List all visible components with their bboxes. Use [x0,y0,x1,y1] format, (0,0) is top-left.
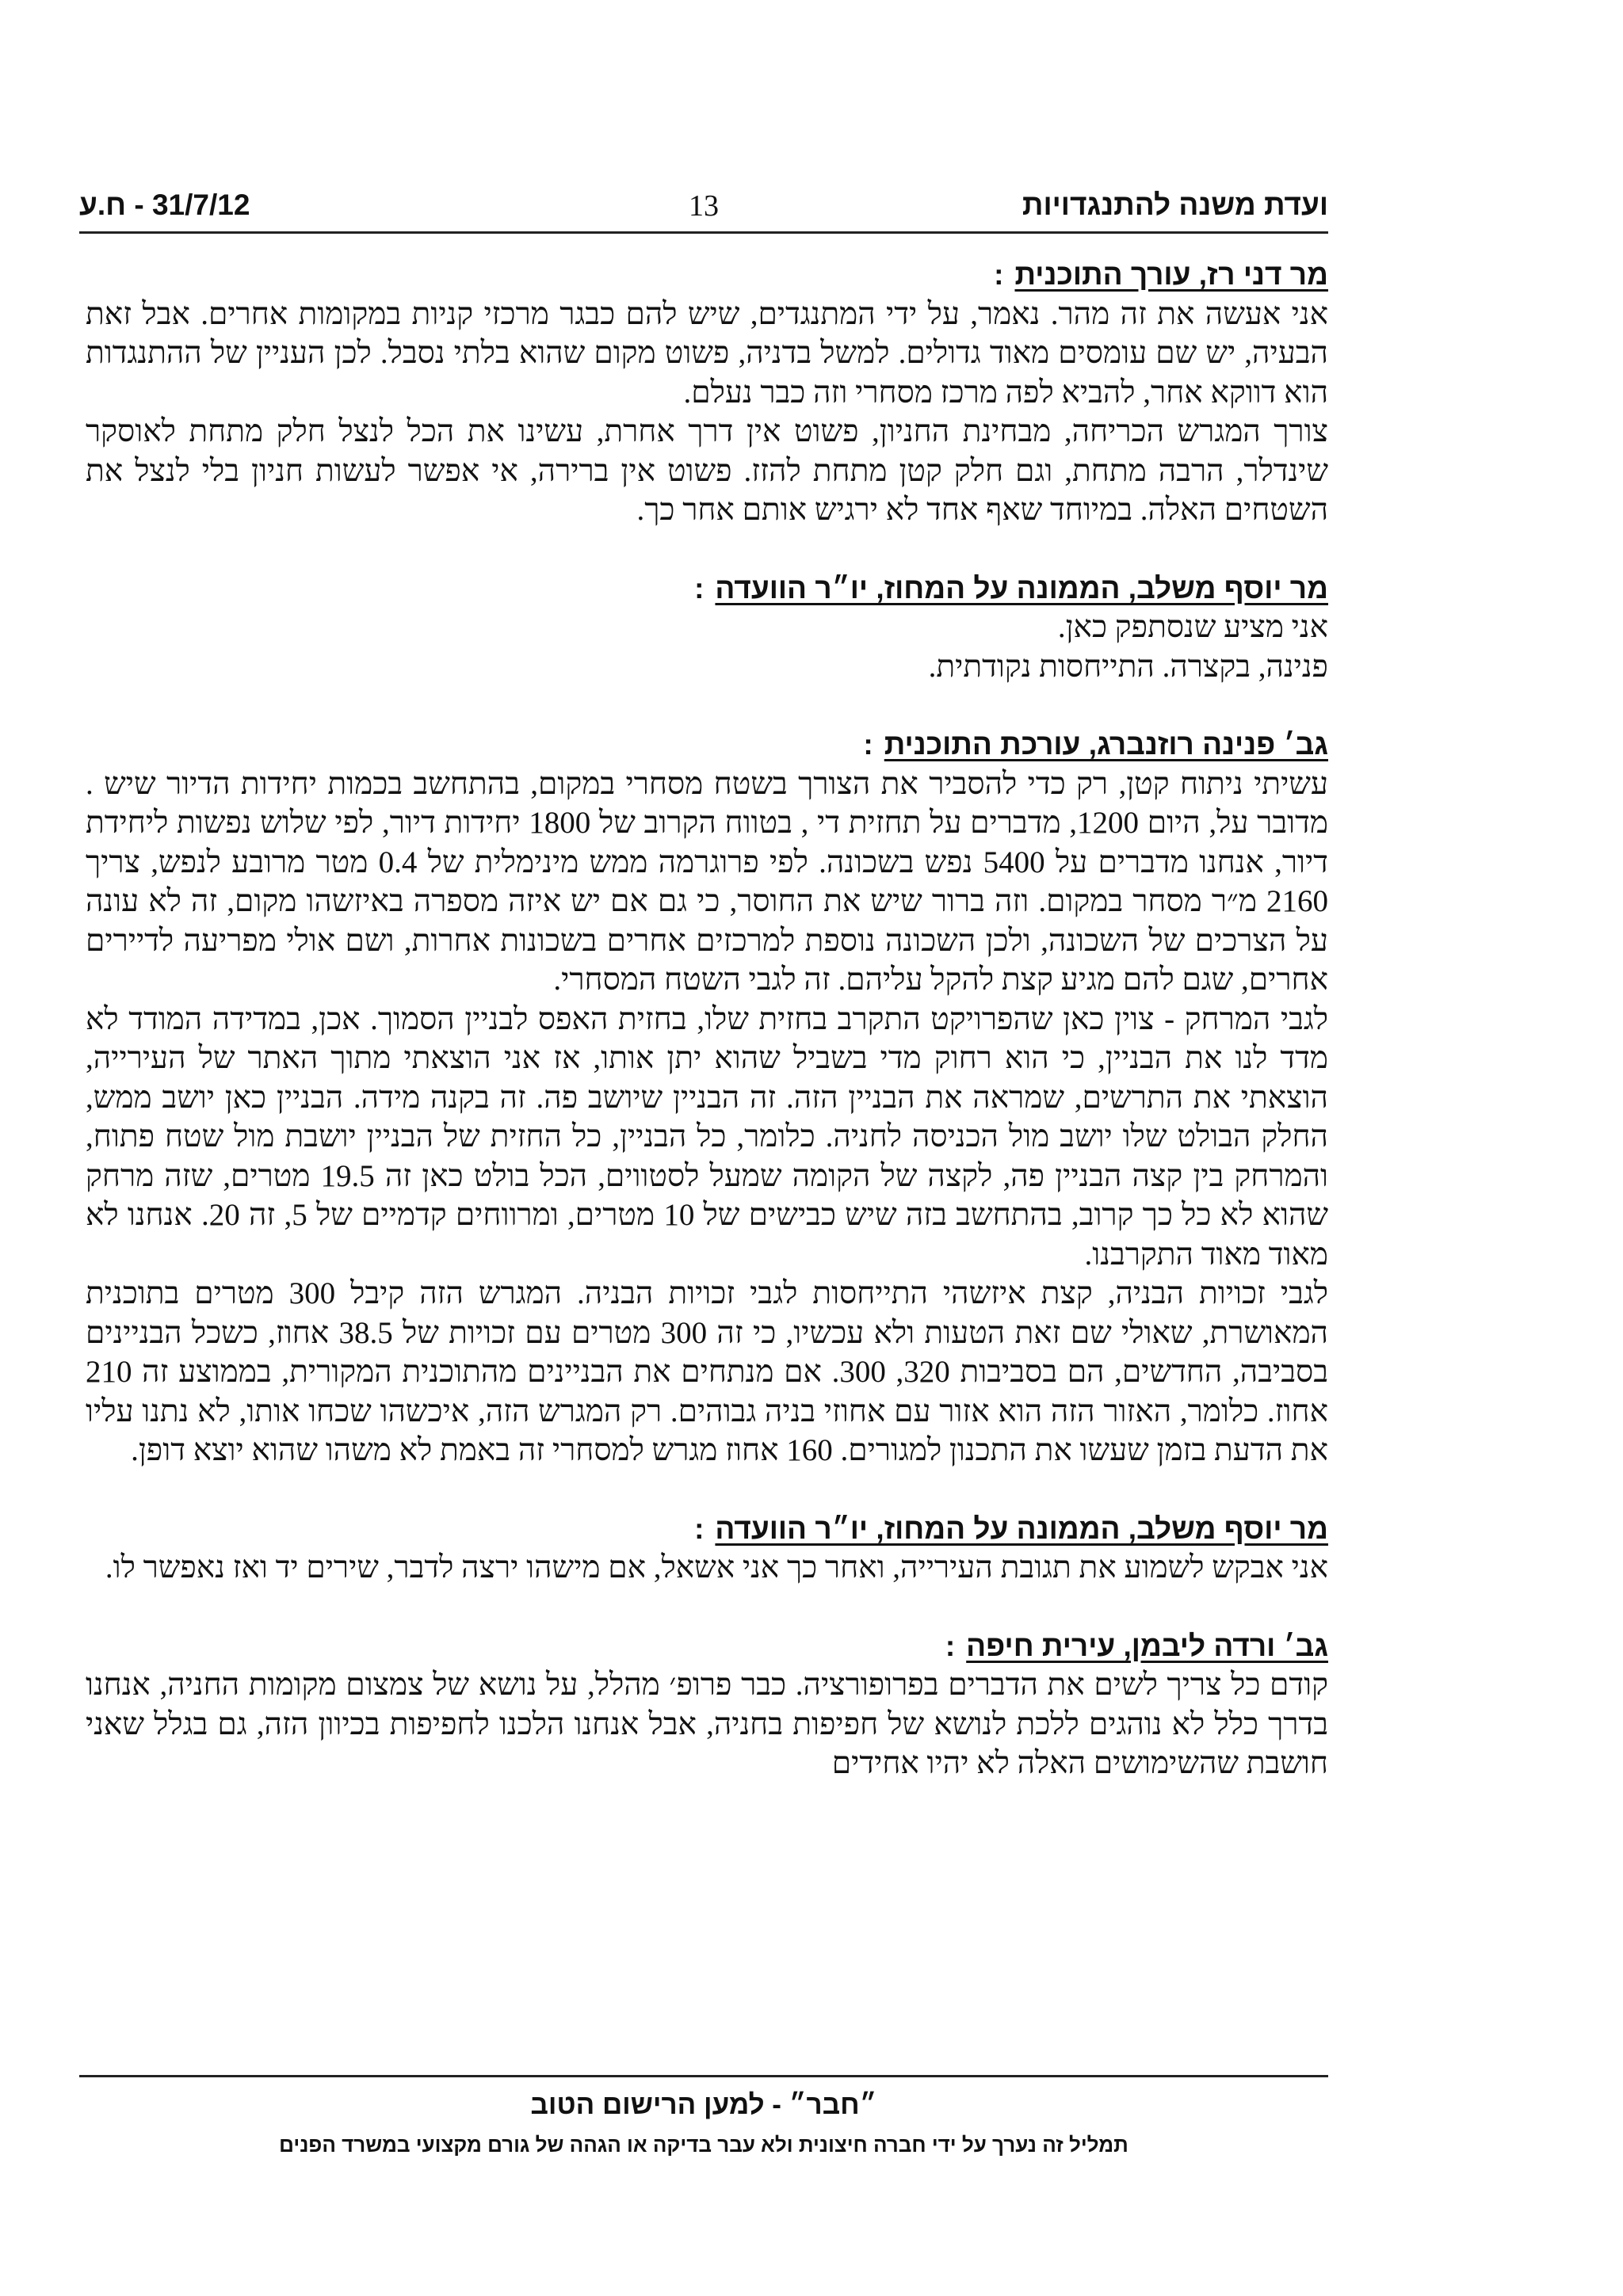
speech-paragraph: אני מציע שנסתפק כאן. [1057,610,1328,644]
speaker-name: מר דני רז, עורך התוכנית [1014,258,1328,291]
speaker-name: מר יוסף משלב, הממונה על המחוז, יו״ר הוועדה [715,1512,1328,1545]
committee-title: ועדת משנה להתנגדויות [1022,189,1328,221]
speech-paragraph: עשיתי ניתוח קטן, רק כדי להסביר את הצורך בשטח מסחרי במקום, בהתחשב בכמות יחידות הדיור שיש . מדובר על, היום 1200, מדברים על תחזית די , בטווח הקרוב של 1800 יחידות דיור, לפי שלוש נפשות ליחידת דיור, אנחנו מדברים על 5400 נפש בשכונה. לפי פרוגרמה ממש מינימלית של 0.4 מטר מרובע לנפש, צריך 2160 מ״ר מסחר במקום. וזה ברור שיש את החוסר, כי גם אם יש איזה מספרה באיזשהו מקום, זה לא עונה על הצרכים של השכונה, ולכן השכונה נוספת למרכזים אחרים בשכונות אחרות, ושם אולי מפריעה לדיירים אחרים, שגם להם מגיע קצת להקל עליהם. זה לגבי השטח המסחרי. [86,766,1328,997]
speech-paragraph: לגבי זכויות הבניה, קצת איזשהי התייחסות לגבי זכויות הבניה. המגרש הזה קיבל 300 מטרים בתוכנית המאושרת, שאולי שם זאת הטעות ולא עכשיו, כי זה 300 מטרים עם זכויות של 38.5 אחוז, כשכל הבניינים בסביבה, החדשים, הם בסביבות 320, 300. אם מנתחים את הבניינים מהתוכנית המקורית, בממוצע זה 210 אחוז. כלומר, האזור הזה הוא אזור עם אחוזי בניה גבוהים. רק המגרש הזה, איכשהו שכחו אותו, לא נתנו עליו את הדעת בזמן שעשו את התכנון למגורים. 160 אחוז מגרש למסחרי זה באמת לא משהו שהוא יוצא דופן. [86,1276,1329,1467]
speech-paragraph: צורך המגרש הכריחה, מבחינת החניון, פשוט אין דרך אחרת, עשינו את הכל לנצל חלק מתחת לאוסקר שינדלר, הרבה מתחת, וגם חלק קטן מתחת להזז. פשוט אין ברירה, אי אפשר לעשות חניון בלי לנצל את השטחים האלה. במיוחד שאף אחד לא ירגיש אותם אחר כך. [86,414,1328,527]
speaker-heading: מר יוסף משלב, הממונה על המחוז, יו״ר הוועדה: [694,1512,1328,1545]
speech-paragraph: אני אבקש לשמוע את תגובת העירייה, ואחר כך אני אשאל, אם מישהו ירצה לדבר, שירים יד ואז נאפשר לו. [105,1550,1328,1585]
speech-paragraph: קודם כל צריך לשים את הדברים בפרופורציה. כבר פרופ׳ מהלל, על נושא של צמצום מקומות החניה, אנחנו בדרך כלל לא נוהגים ללכת לנושא של חפיפות בחניה, אבל אנחנו הלכנו לחפיפות בכיוון הזה, גם בגלל שאני חושבת שהשימושים האלה לא יהיו אחידים [86,1668,1328,1780]
footer-disclaimer: תמליל זה נערך על ידי חברה חיצונית ולא עבר בדיקה או הגהה של גורם מקצועי במשרד הפנים [279,2133,1128,2157]
speaker-heading: מר דני רז, עורך התוכנית: [994,258,1328,291]
speaker-name: גב׳ ורדה ליבמן, עירית חיפה [966,1629,1328,1662]
speech-block [86,569,1328,687]
page-header [79,189,1328,234]
speech-block [86,1509,1328,1588]
speech-paragraph: אני אעשה את זה מהר. נאמר, על ידי המתנגדים, שיש להם כבגר מרכזי קניות במקומות אחרים. אבל זאת הבעיה, יש שם עומסים מאוד גדולים. למשל בדניה, פשוט מקום שהוא בלתי נסבל. לכן העניין של ההתנגדות הוא דווקא אחר, להביא לפה מרכז מסחרי וזה כבר נעלם. [86,296,1328,410]
speaker-heading: גב׳ ורדה ליבמן, עירית חיפה: [945,1629,1328,1662]
speaker-name: גב׳ פנינה רוזנברג, עורכת התוכנית [884,728,1328,761]
speaker-heading: גב׳ פנינה רוזנברג, עורכת התוכנית: [863,728,1328,761]
speaker-name: מר יוסף משלב, הממונה על המחוז, יו״ר הוועדה [715,571,1328,605]
date-reference: 31/7/12 - ח.ע [79,189,250,221]
footer-slogan: ״חבר״ - למען הרישום הטוב [530,2089,877,2120]
speech-block [86,255,1328,530]
speech-paragraph: פנינה, בקצרה. התייחסות נקודתית. [928,649,1328,684]
speech-paragraph: לגבי המרחק - צוין כאן שהפרויקט התקרב בחזית שלו, בחזית האפס לבניין הסמוך. אכן, במדידה המודד לא מדד לנו את הבניין, כי הוא רחוק מדי בשביל שהוא יתן אותו, אז אני הוצאתי מתוך האתר של העירייה, הוצאתי את התרשים, שמראה את הבניין הזה. זה הבניין שיושב פה. זה בקנה מידה. הבניין כאן יושב ממש, החלק הבולט שלו יושב מול הכניסה לחניה. כלומר, כל הבניין, כל החזית של הבניין יושבת מול שטח פתוח, והמרחק בין קצה הבניין פה, לקצה של הקומה שמעל לסטווים, הכל בולט כאן זה 19.5 מטרים, שזה מרחק שהוא לא כל כך קרוב, בהתחשב בזה שיש כבישים של 10 מטרים, ומרווחים קדמיים של 5, זה 20. אנחנו לא מאוד מאוד התקרבנו. [86,1001,1329,1272]
transcript-body [86,255,1328,1822]
speech-block [86,1627,1328,1783]
page-footer [79,2075,1328,2158]
speaker-heading: מר יוסף משלב, הממונה על המחוז, יו״ר הוועדה: [694,571,1328,605]
page-number: 13 [689,189,719,223]
speech-block [86,725,1328,1470]
